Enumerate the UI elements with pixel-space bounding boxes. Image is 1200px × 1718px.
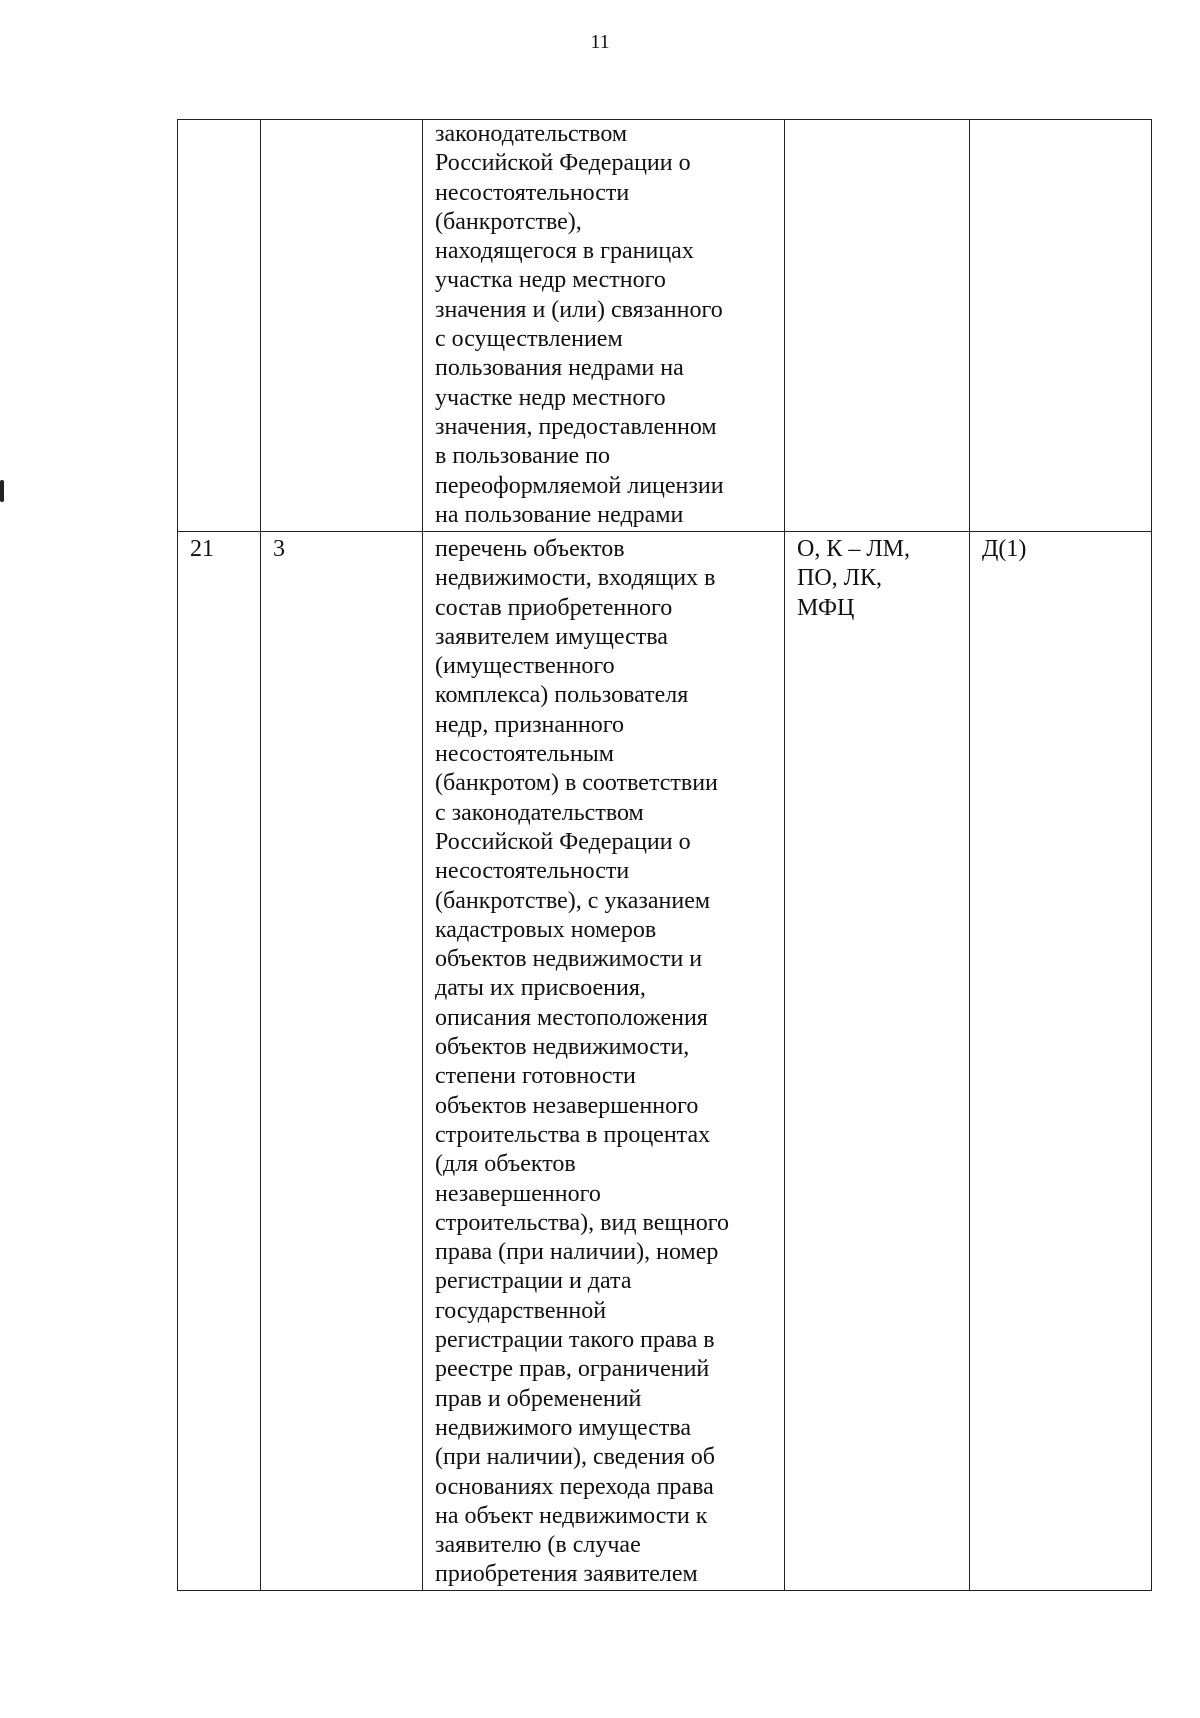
scan-edge-mark — [0, 480, 4, 502]
cell-document-description: перечень объектов недвижимости, входящих в состав приобретенного заявителем имущества (имущественного комплекса) пользователя недр, признанного несостоятельным (банкротом) в соответствии с законодательством Российской Федерации о несостоятельности (банкротстве), с указанием кадастровых номеров объектов недвижимости и даты их присвоения, описания местоположения объектов недвижимости, степени готовности объектов незавершенного строительства в процентах (для объектов незавершенного строительства), вид вещного права (при наличии), номер регистрации и дата государственной регистрации такого права в реестре прав, ограничений прав и обременений недвижимого имущества (при наличии), сведения об основаниях перехода права на объект недвижимости к заявителю (в случае приобретения заявителем — [423, 532, 785, 1591]
cell-document-description: законодательством Российской Федерации о несостоятельности (банкротстве), находящегося в границах участка недр местного значения и (или) связанного с осуществлением пользования недрами на участке недр местного значения, предоставленном в пользование по переоформляемой лицензии на пользование недрами — [423, 120, 785, 532]
cell-number — [178, 120, 261, 532]
cell-submission-method — [785, 120, 970, 532]
cell-code — [261, 120, 423, 532]
page-number: 11 — [590, 31, 610, 53]
table-row-21 — [178, 532, 1152, 1591]
cell-document-type — [970, 120, 1152, 532]
cell-document-type: Д(1) — [970, 532, 1152, 1591]
cell-submission-method: О, К – ЛМ, ПО, ЛК, МФЦ — [785, 532, 970, 1591]
table-row-continuation — [178, 120, 1152, 532]
cell-number: 21 — [178, 532, 261, 1591]
cell-code: 3 — [261, 532, 423, 1591]
document-table — [177, 119, 1152, 1591]
